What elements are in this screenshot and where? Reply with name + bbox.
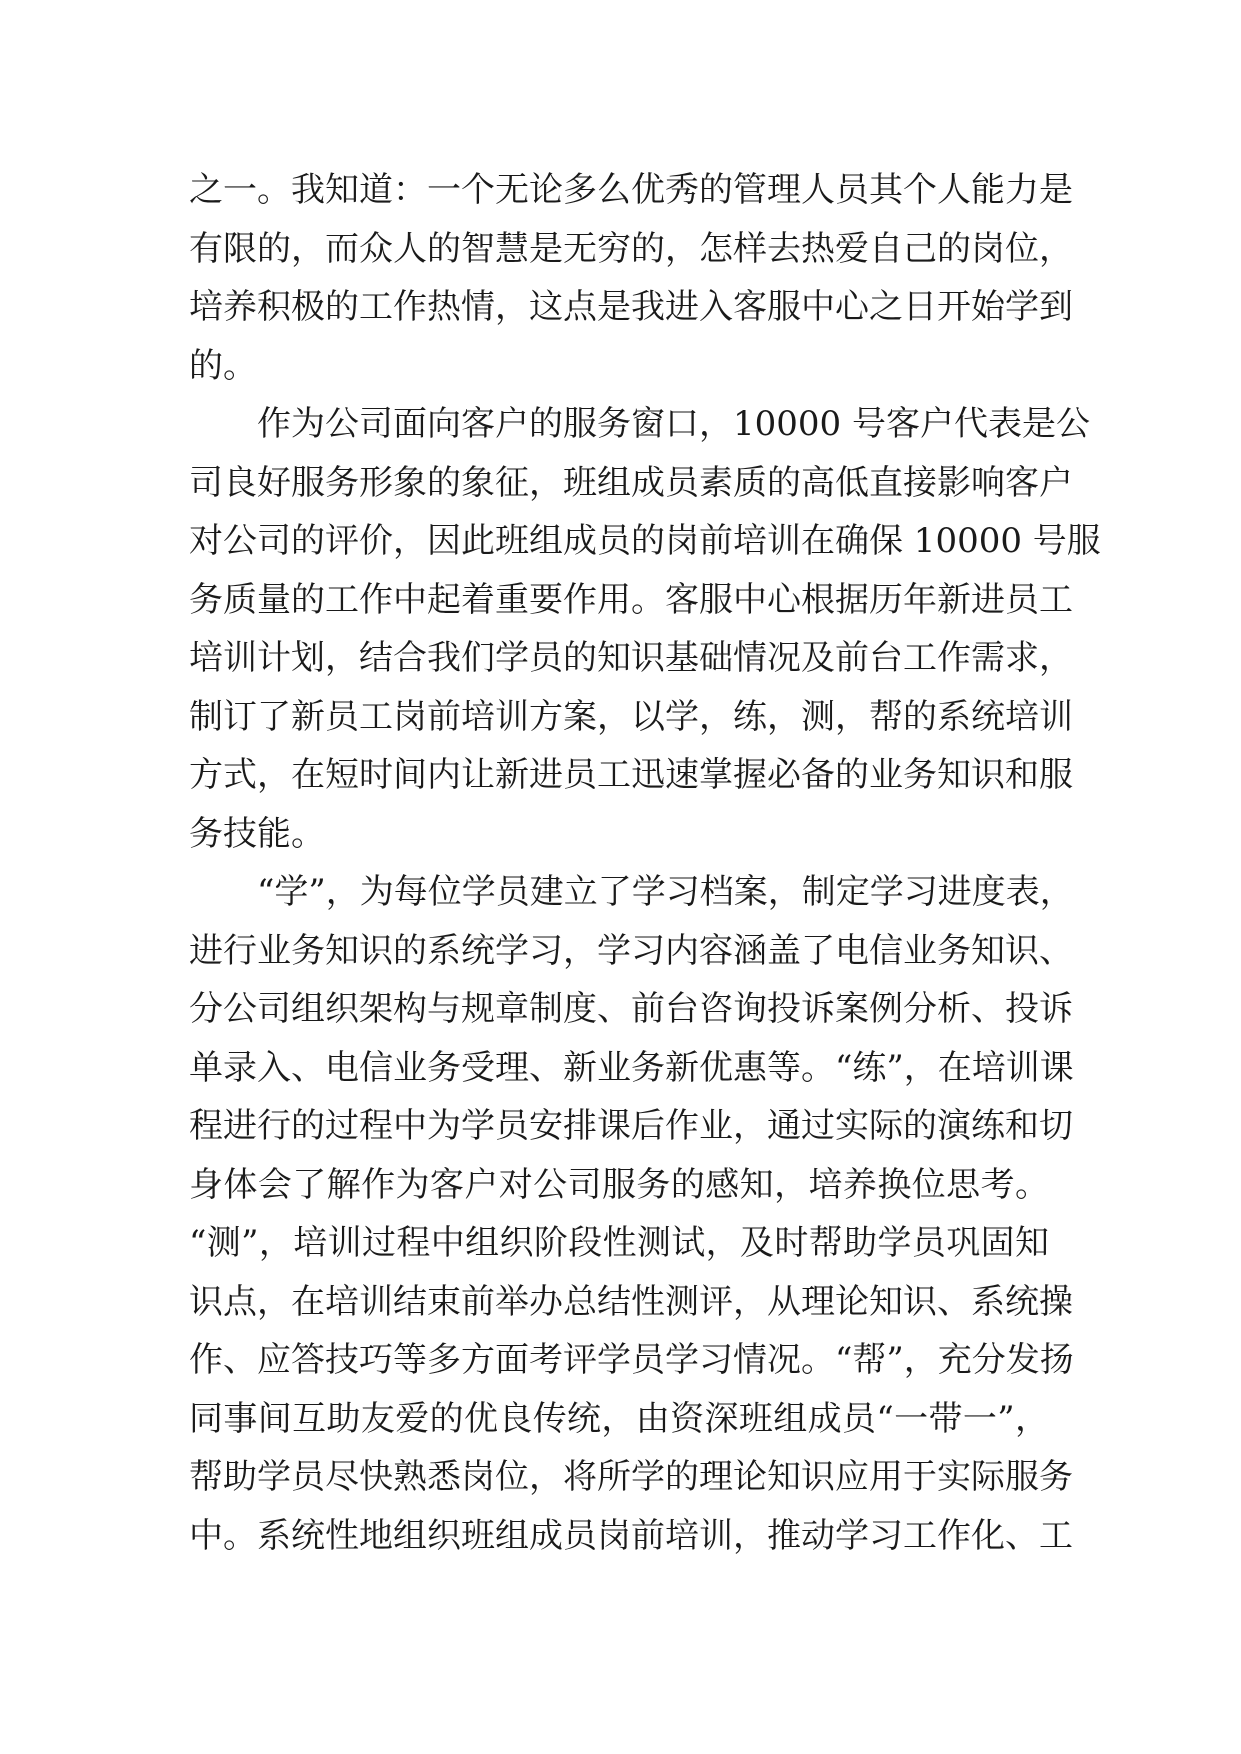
text-line: 单录入、电信业务受理、新业务新优惠等。“练”，在培训课: [189, 1047, 1074, 1088]
text-line: 识点，在培训结束前举办总结性测评，从理论知识、系统操: [189, 1281, 1073, 1322]
text-line: 务技能。: [189, 813, 325, 854]
text-line: 培养积极的工作热情，这点是我进入客服中心之日开始学到: [189, 287, 1073, 327]
text-line: 培训计划，结合我们学员的知识基础情况及前台工作需求，: [189, 638, 1073, 678]
body-text: [189, 161, 1101, 1565]
text-line: 方式，在短时间内让新进员工迅速掌握必备的业务知识和服: [189, 755, 1073, 795]
paragraph-first-line: 作为公司面向客户的服务窗口，10000 号客户代表是公: [257, 404, 1090, 444]
text-line: 同事间互助友爱的优良传统，由资深班组成员“一带一”，: [189, 1398, 1049, 1439]
text-line: 程进行的过程中为学员安排课后作业，通过实际的演练和切: [189, 1106, 1073, 1146]
text-line: 分公司组织架构与规章制度、前台咨询投诉案例分析、投诉: [189, 989, 1073, 1029]
text-line: 有限的，而众人的智慧是无穷的，怎样去热爱自己的岗位，: [189, 228, 1073, 269]
text-line: 对公司的评价，因此班组成员的岗前培训在确保 10000 号服: [189, 521, 1101, 561]
text-line: 司良好服务形象的象征，班组成员素质的高低直接影响客户: [189, 462, 1073, 503]
paragraph-first-line: “学”，为每位学员建立了学习档案，制定学习进度表，: [257, 872, 1074, 912]
text-line: “测”，培训过程中组织阶段性测试，及时帮助学员巩固知: [189, 1223, 1049, 1263]
text-line: 身体会了解作为客户对公司服务的感知，培养换位思考。: [189, 1164, 1049, 1205]
text-line: 之一。我知道：一个无论多么优秀的管理人员其个人能力是: [189, 170, 1073, 210]
text-line: 中。系统性地组织班组成员岗前培训，推动学习工作化、工: [189, 1515, 1073, 1556]
text-line: 进行业务知识的系统学习，学习内容涵盖了电信业务知识、: [189, 930, 1073, 971]
text-line: 作、应答技巧等多方面考评学员学习情况。“帮”，充分发扬: [189, 1340, 1074, 1380]
text-line: 帮助学员尽快熟悉岗位，将所学的理论知识应用于实际服务: [189, 1457, 1073, 1497]
text-line: 制订了新员工岗前培训方案，以学，练，测，帮的系统培训: [189, 696, 1073, 737]
text-line: 的。: [189, 345, 257, 386]
text-line: 务质量的工作中起着重要作用。客服中心根据历年新进员工: [189, 579, 1073, 620]
